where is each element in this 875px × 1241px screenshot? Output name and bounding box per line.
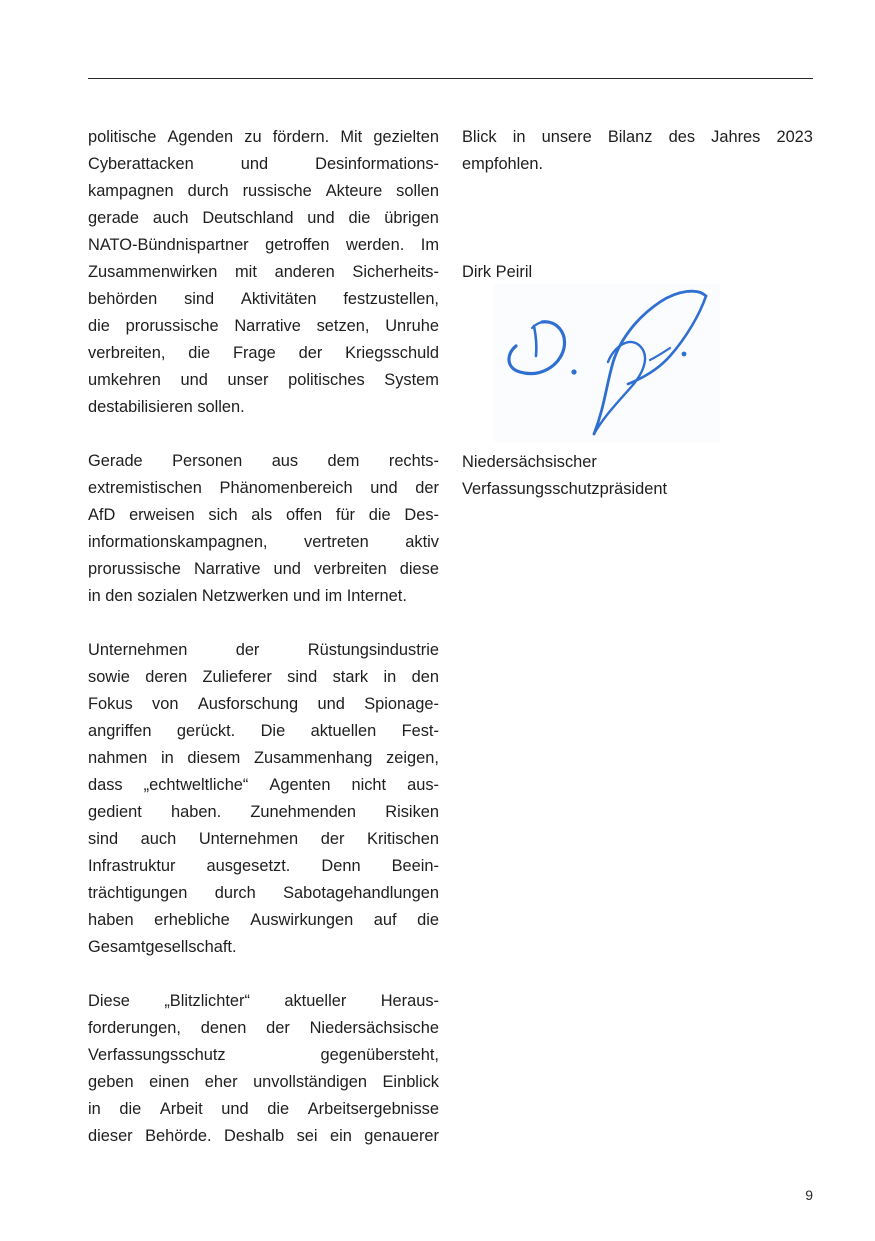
text-line: Infrastruktur ausgesetzt. Denn Beein- xyxy=(88,857,439,875)
text-line: angriffen gerückt. Die aktuellen Fest- xyxy=(88,722,439,740)
text-line: Verfassungsschutz gegenübersteht, xyxy=(88,1046,439,1064)
text-line: informationskampagnen, vertreten aktiv xyxy=(88,533,439,551)
body-paragraph xyxy=(88,988,439,1150)
body-paragraph xyxy=(88,637,439,961)
text-line: forderungen, denen der Niedersächsische xyxy=(88,1019,439,1037)
text-line: haben erhebliche Auswirkungen auf die xyxy=(88,911,439,929)
signer-title xyxy=(462,449,667,503)
text-line: NATO-Bündnispartner getroffen werden. Im xyxy=(88,236,439,254)
text-line: trächtigungen durch Sabotagehandlungen xyxy=(88,884,439,902)
text-line: Zusammenwirken mit anderen Sicherheits- xyxy=(88,263,439,281)
text-line: verbreiten, die Frage der Kriegsschuld xyxy=(88,344,439,362)
signer-name: Dirk Peiril xyxy=(462,263,533,281)
text-line: Gesamtgesellschaft. xyxy=(88,938,237,956)
text-line: empfohlen. xyxy=(462,155,544,173)
text-line: Unternehmen der Rüstungsindustrie xyxy=(88,641,439,659)
text-line: umkehren und unser politisches System xyxy=(88,371,439,389)
text-line: AfD erweisen sich als offen für die Des- xyxy=(88,506,439,524)
body-paragraph xyxy=(88,124,439,421)
text-line: behörden sind Aktivitäten festzustellen, xyxy=(88,290,439,308)
text-line: Fokus von Ausforschung und Spionage- xyxy=(88,695,439,713)
text-line: extremistischen Phänomenbereich und der xyxy=(88,479,439,497)
text-line: nahmen in diesem Zusammenhang zeigen, xyxy=(88,749,439,767)
body-paragraph xyxy=(88,448,439,610)
text-line: in den sozialen Netzwerken und im Internet. xyxy=(88,587,407,605)
text-line: gerade auch Deutschland und die übrigen xyxy=(88,209,439,227)
text-line: Blick in unsere Bilanz des Jahres 2023 xyxy=(462,128,813,146)
text-line: in die Arbeit und die Arbeitsergebnisse xyxy=(88,1100,439,1118)
left-text-column xyxy=(88,124,439,1150)
text-line: Diese „Blitzlichter“ aktueller Heraus- xyxy=(88,992,439,1010)
page-number: 9 xyxy=(805,1187,813,1203)
text-line: sind auch Unternehmen der Kritischen xyxy=(88,830,439,848)
text-line: Cyberattacken und Desinformations- xyxy=(88,155,439,173)
text-line: die prorussische Narrative setzen, Unruhe xyxy=(88,317,439,335)
text-line: Niedersächsischer xyxy=(462,453,597,471)
text-line: politische Agenden zu fördern. Mit gezielten xyxy=(88,128,439,146)
right-text-column xyxy=(462,124,813,178)
text-line: destabilisieren sollen. xyxy=(88,398,245,416)
text-line: Verfassungsschutzpräsident xyxy=(462,480,668,498)
text-line: sowie deren Zulieferer sind stark in den xyxy=(88,668,439,686)
header-rule xyxy=(88,78,813,79)
handwritten-signature xyxy=(494,284,720,442)
text-line: Gerade Personen aus dem rechts- xyxy=(88,452,439,470)
text-line: dass „echtweltliche“ Agenten nicht aus- xyxy=(88,776,439,794)
text-line: prorussische Narrative und verbreiten diese xyxy=(88,560,439,578)
text-line: dieser Behörde. Deshalb sei ein genauerer xyxy=(88,1127,439,1145)
text-line: gedient haben. Zunehmenden Risiken xyxy=(88,803,439,821)
text-line: geben einen eher unvollständigen Einblick xyxy=(88,1073,439,1091)
text-line: kampagnen durch russische Akteure sollen xyxy=(88,182,439,200)
